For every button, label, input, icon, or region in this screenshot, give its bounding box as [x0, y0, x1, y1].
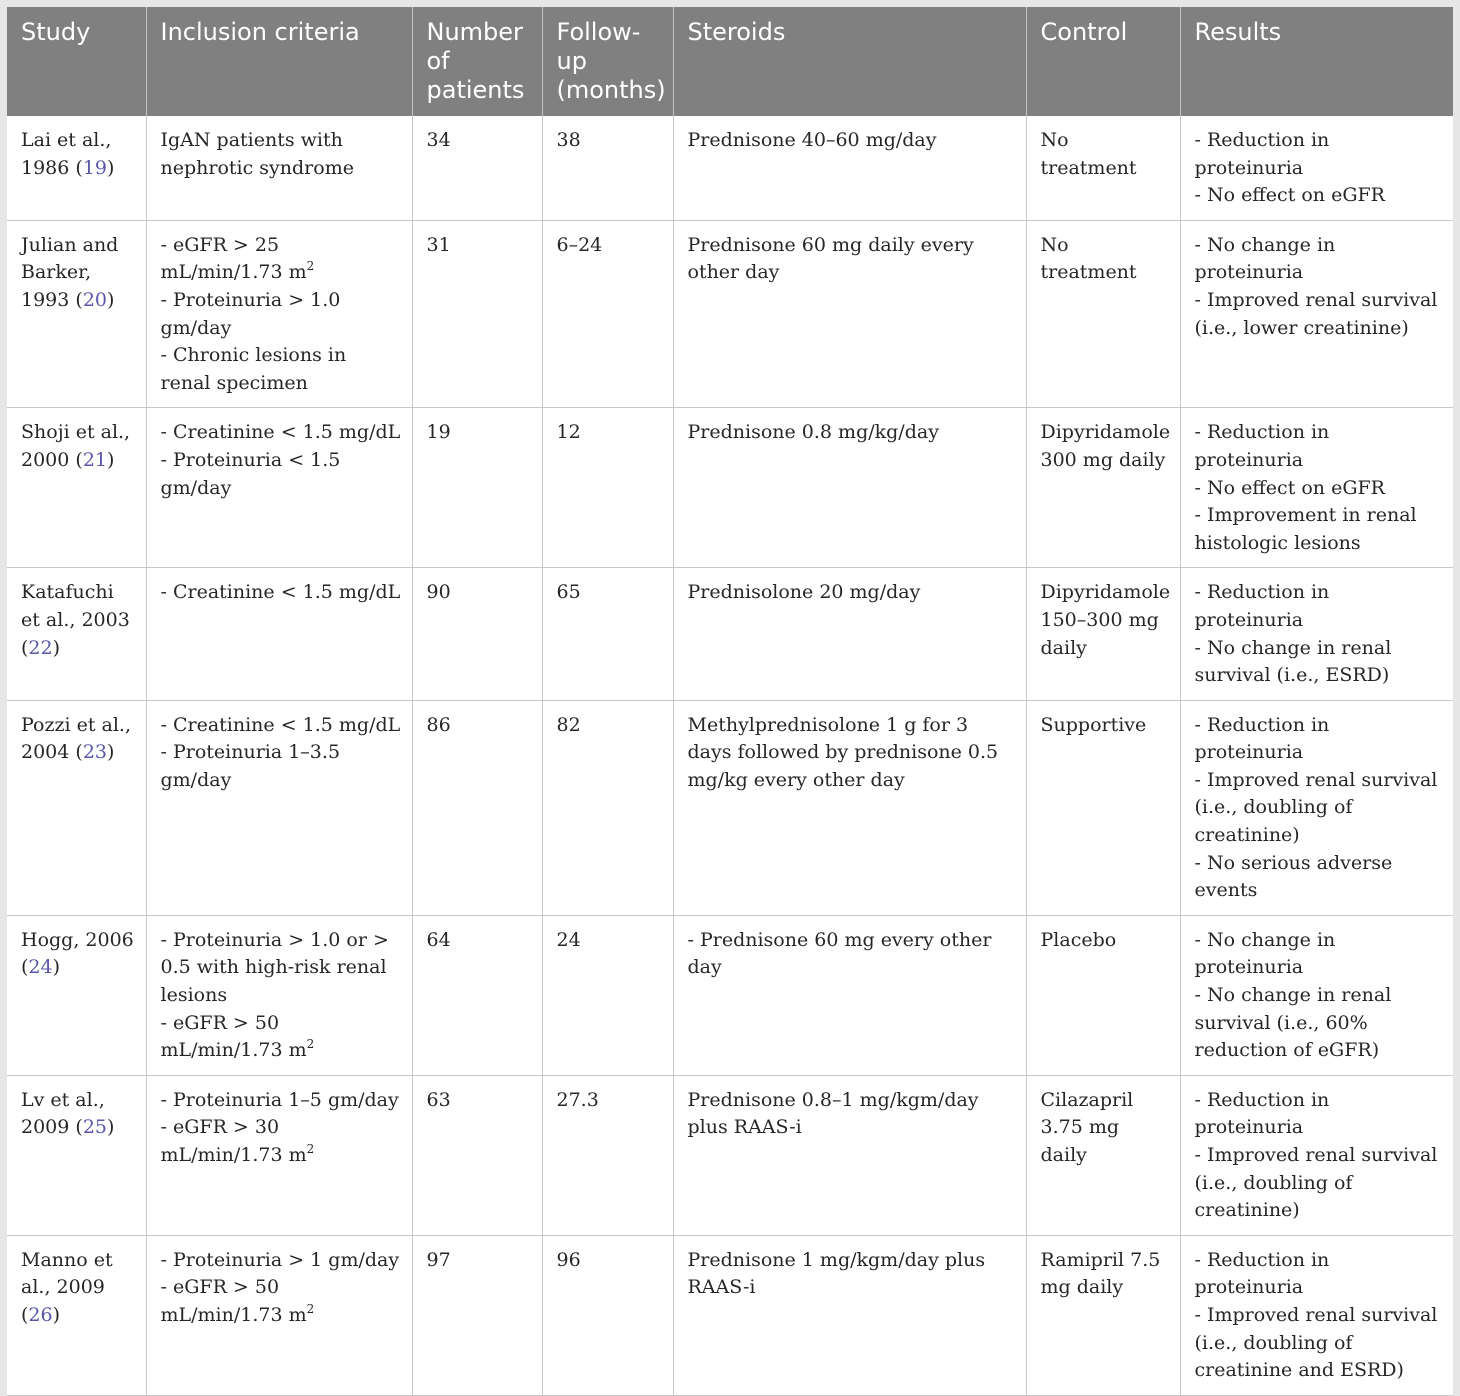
- result-line: - Improved renal survival (i.e., doubling of creatinine and ESRD): [1194, 1303, 1438, 1382]
- cell-control: Supportive: [1026, 700, 1180, 915]
- criterion-line: - Creatinine < 1.5 mg/dL: [160, 581, 401, 604]
- cell-results: [1180, 700, 1453, 915]
- study-citation-close: ): [52, 636, 61, 659]
- table-body: [7, 116, 1453, 1395]
- study-citation-close: ): [107, 288, 115, 311]
- result-line: - No effect on eGFR: [1194, 184, 1385, 207]
- cell-results: [1180, 408, 1453, 568]
- result-line: - Reduction in proteinuria: [1194, 129, 1330, 179]
- cell-results: [1180, 1235, 1453, 1395]
- steroid-line: - Prednisone 60 mg every other day: [687, 928, 992, 979]
- cell-control: Cilazapril 3.75 mg daily: [1026, 1075, 1180, 1235]
- cell-inclusion-criteria: [146, 1075, 412, 1235]
- cell-steroids: [673, 408, 1026, 568]
- result-line: - Improved renal survival (i.e., doubling of creatinine): [1194, 1144, 1438, 1222]
- table-row: [7, 116, 1453, 220]
- cell-results: [1180, 1075, 1453, 1235]
- cell-number-of-patients: 19: [412, 408, 542, 568]
- reference-number: 20: [82, 288, 107, 311]
- result-line: - No change in renal survival (i.e., ESRD): [1194, 636, 1392, 687]
- criterion-line: - Proteinuria > 1.0 gm/day: [160, 288, 341, 339]
- cell-steroids: [673, 568, 1026, 700]
- criterion-line: [161, 1274, 402, 1329]
- cell-steroids: [673, 1235, 1026, 1395]
- study-citation-close: ): [107, 741, 115, 764]
- criterion-line: - Proteinuria < 1.5 gm/day: [160, 448, 341, 499]
- header-inclusion-criteria: Inclusion criteria: [146, 7, 412, 116]
- cell-results: [1180, 220, 1453, 408]
- study-citation: Lv et al., 2009 (: [21, 1088, 105, 1139]
- cell-follow-up: 82: [542, 700, 673, 915]
- cell-steroids: [673, 1075, 1026, 1235]
- reference-number: 25: [82, 1116, 107, 1139]
- criterion-line: - Creatinine < 1.5 mg/dL: [160, 421, 401, 444]
- criterion-line: - Creatinine < 1.5 mg/dL: [160, 713, 401, 736]
- cell-inclusion-criteria: [146, 220, 412, 408]
- cell-study: [7, 220, 146, 408]
- cell-control: No treatment: [1026, 116, 1180, 220]
- result-line: - No effect on eGFR: [1194, 476, 1385, 499]
- cell-steroids: [673, 700, 1026, 915]
- cell-number-of-patients: 86: [412, 700, 542, 915]
- cell-number-of-patients: 34: [412, 116, 542, 220]
- cell-number-of-patients: 64: [412, 915, 542, 1075]
- criterion-line: - Proteinuria > 1.0 or > 0.5 with high-risk renal lesions: [160, 928, 389, 1007]
- header-study: Study: [7, 7, 146, 116]
- cell-number-of-patients: 63: [412, 1075, 542, 1235]
- cell-steroids: [673, 915, 1026, 1075]
- table-row: [7, 1235, 1453, 1395]
- header-results: Results: [1180, 7, 1453, 116]
- header-control: Control: [1026, 7, 1180, 116]
- cell-study: [7, 1075, 146, 1235]
- criterion-line-text: - eGFR > 25 mL/min/1.73 m: [160, 233, 307, 284]
- cell-inclusion-criteria: [146, 568, 412, 700]
- cell-control: Dipyridamole 300 mg daily: [1026, 408, 1180, 568]
- steroid-line: Prednisone 40–60 mg/day: [687, 129, 937, 151]
- cell-follow-up: 6–24: [542, 220, 673, 408]
- header-number-of-patients: Number of patients: [412, 7, 542, 116]
- steroid-line: Prednisone 0.8 mg/kg/day: [687, 421, 939, 444]
- table-row: [7, 700, 1453, 915]
- cell-steroids: [673, 116, 1026, 220]
- criterion-line: IgAN patients with nephrotic syndrome: [160, 129, 354, 179]
- result-line: - No serious adverse events: [1194, 851, 1393, 902]
- study-citation-close: ): [107, 156, 115, 179]
- cell-results: [1180, 568, 1453, 700]
- table-row: [7, 568, 1453, 700]
- header-row: [7, 7, 1453, 116]
- criterion-line-text: - eGFR > 50 mL/min/1.73 m: [160, 1011, 307, 1062]
- study-citation: Lai et al., 1986 (: [21, 129, 112, 179]
- cell-study: [7, 116, 146, 220]
- cell-follow-up: 12: [542, 408, 673, 568]
- header-steroids: Steroids: [673, 7, 1026, 116]
- result-line: - No change in renal survival (i.e., 60% reduction of eGFR): [1194, 984, 1392, 1062]
- table-row: [7, 915, 1453, 1075]
- criterion-line-text: - eGFR > 30 mL/min/1.73 m: [160, 1116, 307, 1166]
- steroid-line: Prednisone 0.8–1 mg/kgm/day plus RAAS-i: [687, 1088, 979, 1139]
- cell-follow-up: 24: [542, 915, 673, 1075]
- criterion-line: - Chronic lesions in renal specimen: [160, 344, 347, 394]
- cell-number-of-patients: 97: [412, 1235, 542, 1395]
- cell-study: [7, 700, 146, 915]
- result-line: - Improvement in renal histologic lesions: [1194, 504, 1417, 554]
- study-citation: Hogg, 2006 (: [21, 928, 134, 979]
- result-line: - Improved renal survival (i.e., lower creatinine): [1194, 288, 1438, 339]
- result-line: - Reduction in proteinuria: [1194, 713, 1330, 764]
- cell-control: Dipyridamole 150–300 mg daily: [1026, 568, 1180, 700]
- cell-number-of-patients: 90: [412, 568, 542, 700]
- cell-follow-up: 65: [542, 568, 673, 700]
- reference-number: 23: [82, 741, 107, 764]
- cell-follow-up: 38: [542, 116, 673, 220]
- cell-study: [7, 568, 146, 700]
- criterion-line: [161, 1114, 402, 1169]
- steroid-line: Prednisone 1 mg/kgm/day plus RAAS-i: [687, 1248, 986, 1299]
- cell-inclusion-criteria: [146, 1235, 412, 1395]
- cell-inclusion-criteria: [146, 116, 412, 220]
- table-row: [7, 1075, 1453, 1235]
- cell-study: [7, 915, 146, 1075]
- result-line: - No change in proteinuria: [1194, 233, 1336, 284]
- reference-number: 24: [28, 956, 53, 979]
- steroid-trials-table: [7, 7, 1453, 1396]
- cell-control: Placebo: [1026, 915, 1180, 1075]
- cell-control: Ramipril 7.5 mg daily: [1026, 1235, 1180, 1395]
- criterion-line: - Proteinuria 1–5 gm/day: [160, 1088, 399, 1111]
- criterion-line-text: - eGFR > 50 mL/min/1.73 m: [160, 1276, 307, 1326]
- study-citation: Shoji et al., 2000 (: [21, 421, 131, 471]
- study-citation-close: ): [52, 956, 61, 979]
- result-line: - Reduction in proteinuria: [1194, 1088, 1330, 1139]
- study-citation: Katafuchi et al., 2003 (: [21, 581, 130, 659]
- steroid-line: Prednisolone 20 mg/day: [687, 581, 921, 604]
- header-follow-up: Follow-up (months): [542, 7, 673, 116]
- criterion-line: - Proteinuria 1–3.5 gm/day: [160, 741, 341, 791]
- cell-results: [1180, 116, 1453, 220]
- result-line: - Reduction in proteinuria: [1194, 1248, 1330, 1299]
- result-line: - Improved renal survival (i.e., doubling of creatinine): [1194, 768, 1438, 847]
- study-citation-close: ): [107, 448, 115, 471]
- result-line: - Reduction in proteinuria: [1194, 421, 1330, 471]
- cell-steroids: [673, 220, 1026, 408]
- result-line: - No change in proteinuria: [1194, 928, 1336, 979]
- cell-follow-up: 96: [542, 1235, 673, 1395]
- superscript: 2: [306, 1037, 315, 1052]
- reference-number: 22: [28, 636, 53, 659]
- criterion-line: - Proteinuria > 1 gm/day: [160, 1248, 400, 1271]
- result-line: - Reduction in proteinuria: [1194, 581, 1330, 631]
- table-row: [7, 220, 1453, 408]
- superscript: 2: [306, 1142, 315, 1156]
- superscript: 2: [306, 1301, 315, 1316]
- reference-number: 19: [82, 156, 107, 179]
- study-citation-close: ): [52, 1303, 61, 1326]
- table-row: [7, 408, 1453, 568]
- superscript: 2: [306, 259, 315, 274]
- steroid-line: Methylprednisolone 1 g for 3 days followed by prednisone 0.5 mg/kg every other day: [687, 713, 999, 791]
- cell-study: [7, 1235, 146, 1395]
- reference-number: 21: [82, 448, 107, 471]
- criterion-line: [161, 1010, 402, 1065]
- study-citation-close: ): [107, 1116, 115, 1139]
- cell-follow-up: 27.3: [542, 1075, 673, 1235]
- cell-inclusion-criteria: [146, 700, 412, 915]
- steroid-line: Prednisone 60 mg daily every other day: [687, 233, 974, 284]
- cell-inclusion-criteria: [146, 915, 412, 1075]
- cell-study: [7, 408, 146, 568]
- study-citation: Manno et al., 2009 (: [21, 1248, 113, 1326]
- cell-control: No treatment: [1026, 220, 1180, 408]
- study-citation: Pozzi et al., 2004 (: [21, 713, 131, 764]
- cell-number-of-patients: 31: [412, 220, 542, 408]
- cell-results: [1180, 915, 1453, 1075]
- reference-number: 26: [28, 1303, 53, 1326]
- criterion-line: [161, 232, 402, 287]
- study-citation: Julian and Barker, 1993 (: [21, 233, 119, 311]
- cell-inclusion-criteria: [146, 408, 412, 568]
